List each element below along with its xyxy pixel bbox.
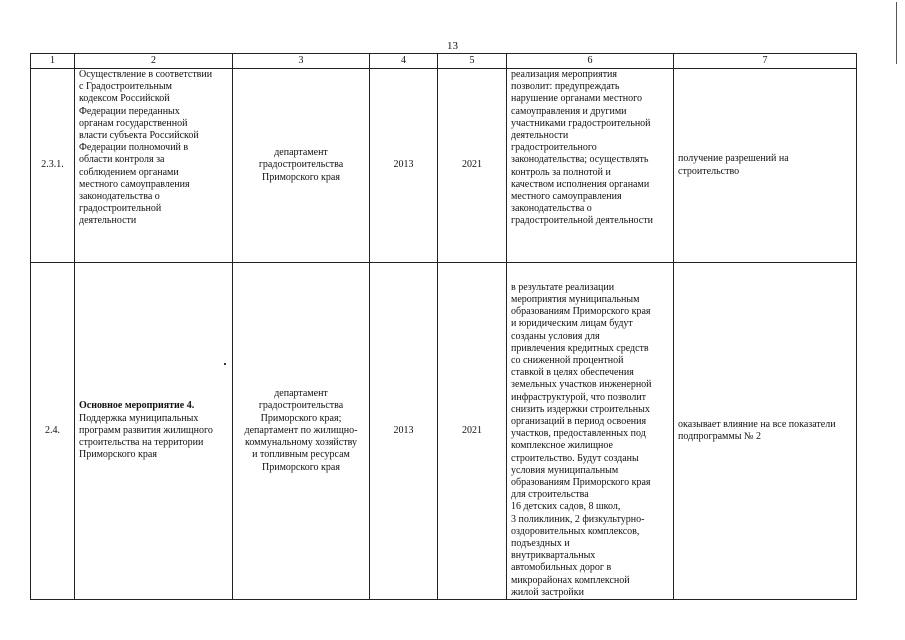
expected-result-text: реализация мероприятия позволит: предупреждать нарушение органами местного самоуправления и другими участниками градостроительной деятельности градостроительного законодательства; осуществлять контроль за полнотой и качеством исполнения органами местного самоуправления законодательства о градостроительной деятельности xyxy=(511,69,653,227)
responsible-executor xyxy=(233,69,370,263)
start-year: 2013 xyxy=(370,69,438,263)
column-number-4: 4 xyxy=(370,54,438,69)
column-number-1: 1 xyxy=(31,54,75,69)
related-indicators-text: получение разрешений на строительство xyxy=(678,153,789,177)
row-number: 2.4. xyxy=(31,263,75,600)
activity-description xyxy=(75,69,233,263)
main-activity-title: Основное мероприятие 4. xyxy=(79,400,195,412)
end-year: 2021 xyxy=(438,263,507,600)
activity-description xyxy=(75,263,233,600)
column-number-6: 6 xyxy=(507,54,674,69)
end-year: 2021 xyxy=(438,69,507,263)
expected-result xyxy=(507,69,674,263)
responsible-executor-text: департамент градостроительства Приморского края xyxy=(258,147,344,183)
related-indicators xyxy=(674,263,857,600)
table-row xyxy=(31,69,857,263)
responsible-executor-text: департамент градостроительства Приморского края; департамент по жилищно- коммунальному хозяйству и топливным ресурсам Приморского края xyxy=(244,388,358,473)
responsible-executor xyxy=(233,263,370,600)
column-number-7: 7 xyxy=(674,54,857,69)
page-edge-mark xyxy=(896,2,897,64)
expected-result xyxy=(507,263,674,600)
related-indicators-text: оказывает влияние на все показатели подпрограммы № 2 xyxy=(678,418,836,442)
activity-description-text: Поддержка муниципальных программ развития жилищного строительства на территории Приморского края xyxy=(79,412,213,461)
column-number-3: 3 xyxy=(233,54,370,69)
activity-description-text: Осуществление в соответствии с Градостроительным кодексом Российской Федерации переданных органам государственной власти субъекта Российской Федерации полномочий в области контроля за соблюдением органами местного самоуправления законодательства о градостроительной деятельности xyxy=(79,69,213,227)
column-number-row xyxy=(31,54,857,69)
column-number-5: 5 xyxy=(438,54,507,69)
activities-table xyxy=(30,53,857,600)
start-year: 2013 xyxy=(370,263,438,600)
page-number: 13 xyxy=(447,40,458,52)
table-row xyxy=(31,263,857,600)
expected-result-text: в результате реализации мероприятия муниципальным образованиям Приморского края и юридическим лицам будут созданы условия для привлечения кредитных средств со сниженной процентной ставкой в целях обеспечения земельных участков инженерной инфраструктурой, что позволит снизить издержки строительных организаций в период освоения участков, предоставленных под комплексное жилищное строительство. Будут созданы условия муниципальным образованиям Приморского края для строительства 16 детских садов, 8 школ, 3 поликлиник, 2 физкультурно- оздоровительных комплексов, подъездных и внутриквартальных автомобильных дорог в микрорайонах комплексной жилой застройки xyxy=(511,281,652,598)
column-number-2: 2 xyxy=(75,54,233,69)
related-indicators xyxy=(674,69,857,263)
row-number: 2.3.1. xyxy=(31,69,75,263)
